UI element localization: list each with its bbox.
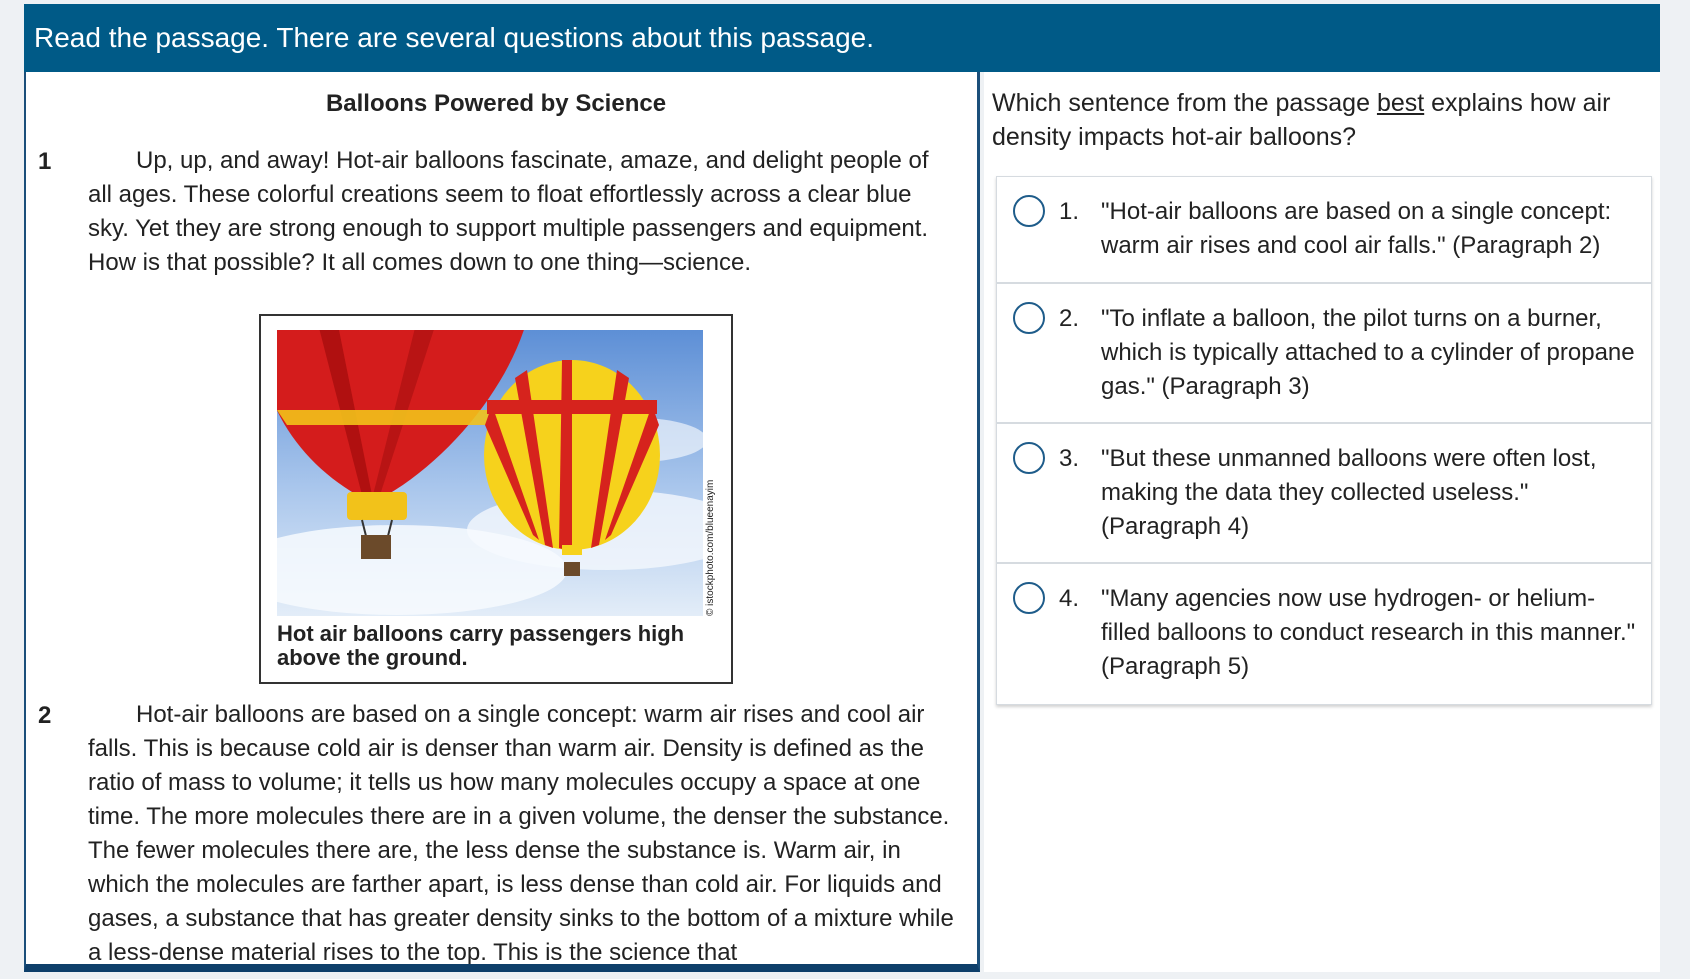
option-number: 3.	[1059, 445, 1080, 472]
stem-emphasis: best	[1376, 89, 1425, 117]
stem-text: explains how air density impacts hot-air balloons?	[992, 89, 1611, 151]
figure-caption: Hot air balloons carry passengers high above the ground.	[277, 621, 685, 670]
radio-button-icon[interactable]	[1013, 302, 1045, 334]
option-text: "To inflate a balloon, the pilot turns on a burner, which is typically attached to a cylinder of propane gas." (Paragraph 3)	[1101, 305, 1635, 400]
paragraph-number: 1	[38, 148, 52, 175]
figure	[259, 314, 733, 684]
answer-option-1[interactable]	[997, 177, 1651, 284]
photo-credit: © istockphoto.com/blueenayim	[705, 479, 716, 616]
radio-button-icon[interactable]	[1013, 195, 1045, 227]
paragraph-number: 2	[38, 702, 52, 729]
option-number: 1.	[1059, 198, 1080, 225]
question-stem	[992, 86, 1652, 154]
option-number: 2.	[1059, 305, 1080, 332]
balloons-photo	[277, 330, 703, 616]
option-number: 4.	[1059, 585, 1080, 612]
answer-options	[996, 176, 1652, 705]
passage-pane[interactable]	[24, 72, 980, 972]
option-text: "Hot-air balloons are based on a single concept: warm air rises and cool air falls." (Paragraph 2)	[1101, 198, 1612, 259]
instruction-banner: Read the passage. There are several questions about this passage.	[24, 4, 1660, 72]
answer-option-4[interactable]	[997, 564, 1651, 704]
option-text: "Many agencies now use hydrogen- or helium-filled balloons to conduct research in this manner." (Paragraph 5)	[1101, 585, 1636, 680]
answer-option-3[interactable]	[997, 424, 1651, 564]
stem-text: Which sentence from the passage	[992, 89, 1377, 117]
question-pane	[984, 72, 1660, 972]
radio-button-icon[interactable]	[1013, 442, 1045, 474]
answer-option-2[interactable]	[997, 284, 1651, 424]
radio-button-icon[interactable]	[1013, 582, 1045, 614]
paragraph-text: Up, up, and away! Hot-air balloons fascinate, amaze, and delight people of all ages. These colorful creations seem to float effortlessly across a clear blue sky. Yet they are strong enough to support multiple passengers and equipment. How is that possible? It all comes down to one thing—science.	[88, 147, 929, 276]
passage-title: Balloons Powered by Science	[325, 90, 667, 117]
paragraph-text: Hot-air balloons are based on a single concept: warm air rises and cool air falls. This is because cold air is denser than warm air. Density is defined as the ratio of mass to volume; it tells us how many molecules occupy a space at one time. The more molecules there are in a given volume, the denser the substance. The fewer molecules there are, the less dense the substance is. Warm air, in which the molecules are farther apart, is less dense than cold air. For liquids and gases, a substance that has greater density sinks to the bottom of a mixture while a less-dense material rises to the top. This is the science that	[88, 701, 954, 966]
option-text: "But these unmanned balloons were often lost, making the data they collected useless." (Paragraph 4)	[1101, 445, 1597, 540]
